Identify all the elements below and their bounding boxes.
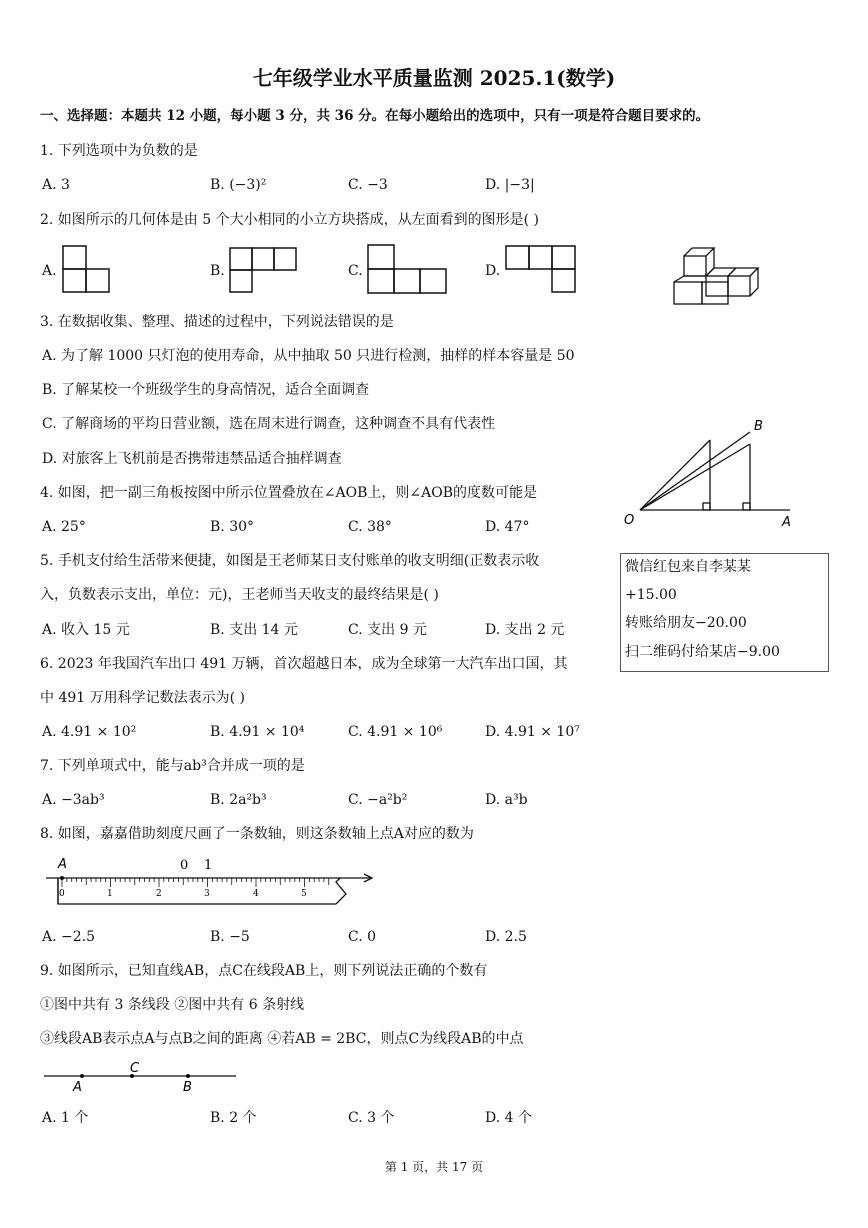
q8-option-d[interactable]: D. 2.5 bbox=[485, 929, 527, 945]
q2-figure-a bbox=[62, 245, 112, 293]
q8-ruler-number: 1 bbox=[107, 889, 113, 899]
section-header: 一、选择题：本题共 12 小题，每小题 3 分，共 36 分。在每小题给出的选项中，只有一项是符合题目要求的。 bbox=[40, 108, 710, 124]
q7-option-a[interactable]: A. −3ab³ bbox=[42, 792, 105, 808]
q8-label-zero: 0 bbox=[180, 858, 189, 873]
q9-label-c: C bbox=[130, 1061, 140, 1076]
q7-stem: 7. 下列单项式中，能与ab³合并成一项的是 bbox=[40, 758, 305, 774]
q6-option-d[interactable]: D. 4.91 × 10⁷ bbox=[485, 724, 580, 740]
q8-stem: 8. 如图，嘉嘉借助刻度尺画了一条数轴，则这条数轴上点A对应的数为 bbox=[40, 826, 474, 842]
q5-bill-line: 扫二维码付给某店−9.00 bbox=[625, 644, 780, 660]
q3-option-b[interactable]: B. 了解某校一个班级学生的身高情况，适合全面调查 bbox=[42, 382, 370, 398]
q9-option-a[interactable]: A. 1 个 bbox=[42, 1110, 89, 1126]
q5-option-a[interactable]: A. 收入 15 元 bbox=[42, 622, 130, 638]
q2-figure-c bbox=[367, 244, 449, 294]
q2-option-d[interactable]: D. bbox=[485, 263, 501, 279]
q2-stem: 2. 如图所示的几何体是由 5 个大小相同的小立方块搭成，从左面看到的图形是( ) bbox=[40, 212, 539, 228]
q5-bill-box bbox=[620, 553, 829, 672]
q7-option-d[interactable]: D. a³b bbox=[485, 792, 528, 808]
q1-option-b[interactable]: B. (−3)² bbox=[210, 177, 267, 193]
q9-statements-2: ③线段AB表示点A与点B之间的距离 ④若AB = 2BC，则点C为线段AB的中点 bbox=[40, 1031, 524, 1047]
q9-label-a: A bbox=[73, 1080, 82, 1095]
q4-label-o: O bbox=[624, 513, 635, 528]
q1-option-d[interactable]: D. |−3| bbox=[485, 177, 535, 193]
q8-option-a[interactable]: A. −2.5 bbox=[42, 929, 96, 945]
q4-stem: 4. 如图，把一副三角板按图中所示位置叠放在∠AOB上，则∠AOB的度数可能是 bbox=[40, 485, 538, 501]
q6-option-b[interactable]: B. 4.91 × 10⁴ bbox=[210, 724, 305, 740]
q9-label-b: B bbox=[183, 1080, 192, 1095]
q2-figure-b bbox=[229, 247, 299, 295]
q9-stem: 9. 如图所示，已知直线AB，点C在线段AB上，则下列说法正确的个数有 bbox=[40, 963, 488, 979]
q2-option-c[interactable]: C. bbox=[348, 263, 363, 279]
q1-option-c[interactable]: C. −3 bbox=[348, 177, 388, 193]
q3-option-d[interactable]: D. 对旅客上飞机前是否携带违禁品适合抽样调查 bbox=[42, 451, 342, 467]
page-title: 七年级学业水平质量监测 2025.1(数学) bbox=[252, 66, 616, 90]
q6-option-c[interactable]: C. 4.91 × 10⁶ bbox=[348, 724, 443, 740]
q8-ruler-number: 2 bbox=[156, 889, 162, 899]
q5-bill-line: 微信红包来自李某某 bbox=[625, 559, 751, 575]
q5-bill-line: 转账给朋友−20.00 bbox=[625, 615, 747, 631]
q7-option-b[interactable]: B. 2a²b³ bbox=[210, 792, 267, 808]
q4-option-a[interactable]: A. 25° bbox=[42, 519, 86, 535]
q9-option-d[interactable]: D. 4 个 bbox=[485, 1110, 532, 1126]
q7-option-c[interactable]: C. −a²b² bbox=[348, 792, 408, 808]
q4-label-a: A bbox=[782, 515, 791, 530]
q2-option-b[interactable]: B. bbox=[210, 263, 225, 279]
q4-option-b[interactable]: B. 30° bbox=[210, 519, 255, 535]
q5-option-b[interactable]: B. 支出 14 元 bbox=[210, 622, 298, 638]
q5-option-d[interactable]: D. 支出 2 元 bbox=[485, 622, 565, 638]
q2-option-a[interactable]: A. bbox=[42, 263, 57, 279]
q9-option-b[interactable]: B. 2 个 bbox=[210, 1110, 257, 1126]
q9-line-figure bbox=[40, 1058, 240, 1094]
q5-bill-line: +15.00 bbox=[625, 587, 677, 603]
q8-option-c[interactable]: C. 0 bbox=[348, 929, 377, 945]
q1-option-a[interactable]: A. 3 bbox=[42, 177, 70, 193]
q8-option-b[interactable]: B. −5 bbox=[210, 929, 250, 945]
q4-option-c[interactable]: C. 38° bbox=[348, 519, 392, 535]
page-footer: 第 1 页，共 17 页 bbox=[384, 1160, 484, 1174]
q5-stem-line2: 入，负数表示支出，单位：元)，王老师当天收支的最终结果是( ) bbox=[40, 587, 439, 603]
q6-stem-line1: 6. 2023 年我国汽车出口 491 万辆，首次超越日本，成为全球第一大汽车出口国，其 bbox=[40, 656, 568, 672]
q4-option-d[interactable]: D. 47° bbox=[485, 519, 530, 535]
q4-label-b: B bbox=[754, 419, 763, 434]
q8-ruler-number: 0 bbox=[59, 889, 65, 899]
q6-option-a[interactable]: A. 4.91 × 10² bbox=[42, 724, 137, 740]
q3-stem: 3. 在数据收集、整理、描述的过程中，下列说法错误的是 bbox=[40, 314, 394, 330]
q2-figure-d bbox=[505, 245, 579, 293]
q5-stem-line1: 5. 手机支付给生活带来便捷，如图是王老师某日支付账单的收支明细(正数表示收 bbox=[40, 553, 540, 569]
q6-stem-line2: 中 491 万用科学记数法表示为( ) bbox=[40, 690, 245, 706]
q9-statements-1: ①图中共有 3 条线段 ②图中共有 6 条射线 bbox=[40, 997, 305, 1013]
q8-ruler-number: 4 bbox=[253, 889, 259, 899]
q8-ruler-figure bbox=[40, 852, 380, 912]
q5-option-c[interactable]: C. 支出 9 元 bbox=[348, 622, 427, 638]
q3-option-c[interactable]: C. 了解商场的平均日营业额，选在周末进行调查，这种调查不具有代表性 bbox=[42, 416, 496, 432]
q3-option-a[interactable]: A. 为了解 1000 只灯泡的使用寿命，从中抽取 50 只进行检测，抽样的样本容量是 50 bbox=[42, 348, 575, 364]
q9-option-c[interactable]: C. 3 个 bbox=[348, 1110, 395, 1126]
q8-label-one: 1 bbox=[204, 858, 213, 873]
q8-ruler-number: 3 bbox=[204, 889, 210, 899]
q2-solid-figure bbox=[672, 244, 764, 306]
q1-stem: 1. 下列选项中为负数的是 bbox=[40, 143, 198, 159]
q4-triangle-figure bbox=[620, 416, 800, 532]
q8-ruler-number: 5 bbox=[301, 889, 307, 899]
q8-label-a: A bbox=[58, 857, 67, 872]
